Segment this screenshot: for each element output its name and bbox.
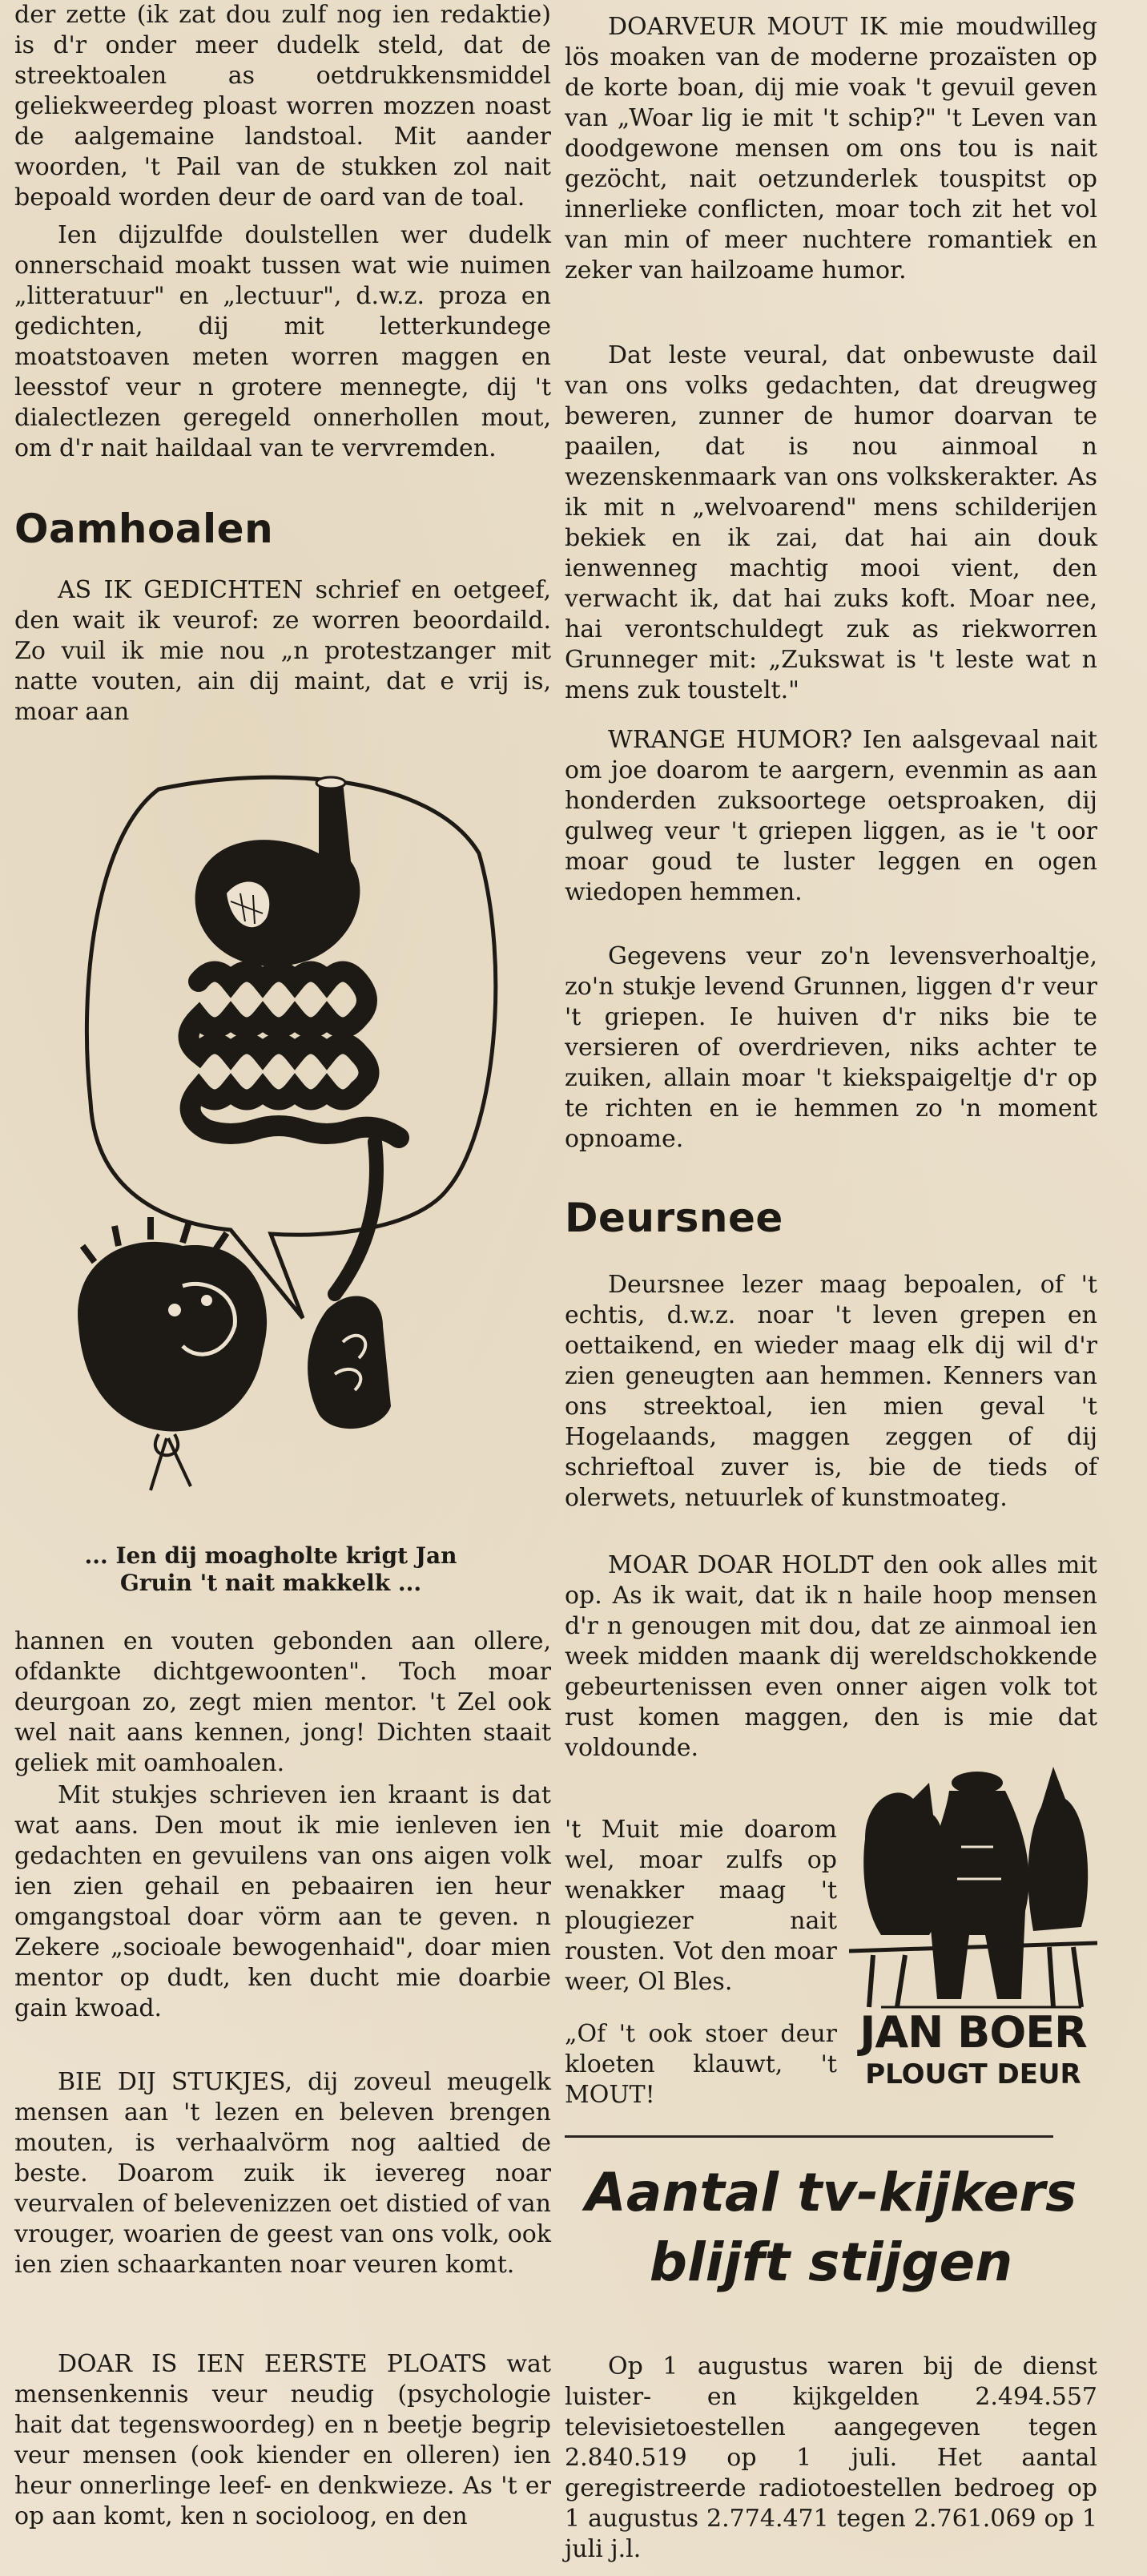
right-paragraph-5: Deursnee lezer maag bepoalen, of 't echtis, d.w.z. noar 't leven grepen en oettaikend, en wieder maag elk dij wil d'r zien geneugten aan hemmen. Kenners van ons streektoal, ien mien geval 't Hogelaands, maggen zeggen of dij schrieftoal zuver is, bie de tieds of olerwets, netuurlek of kunstmoateg. [565,1271,1097,1512]
logo-jan-boer: JAN BOER [859,2007,1087,2058]
lead-gedichten: AS IK GEDICHTEN [58,576,304,604]
right-paragraph-1 [565,12,1097,286]
plough-icon [849,1751,1097,2015]
lead-moar-doar-holdt: MOAR DOAR HOLDT [608,1551,874,1579]
left-paragraph-6-body: dij zoveul meugelk mensen aan 't lezen en beleven brengen mouten, is verhaalvörm nog aaltied de beste. Doarom zuik ik ievereg noar veurvalen of belevenizzen oet distied of van vrouger, woarien de geest van ons volk, ook ien zien schaarkanten noar veuren komt. [14,2068,552,2279]
right-paragraph-3-body: Ien aalsgevaal nait om joe doarom te aargern, evenmin as aan honderden zuksoortege oetsproaken, dij gulweg veur 't griepen liggen, as ie 't oor moar goud te luster leggen en ogen wiedopen hemmen. [565,726,1097,906]
stomach-shape [195,781,360,966]
right-paragraph-1-body: mie moudwilleg lös moaken van de moderne prozaïsten op de korte boan, dij mie voak 't gevuil geven van „Woar lig ie mit 't schip?" 't Leven van doodgewone mensen om ons tou is nait gezöcht, nait oetzunderlek touspitst op innerlieke conflicten, moar toch zit het vol van min of meer nuchtere romantiek en zeker van hailzoame humor. [565,13,1097,284]
left-paragraph-6 [14,2067,551,2280]
right-paragraph-8: „Of 't ook stoer deur kloeten klauwt, 't MOUT! [565,2020,837,2109]
left-paragraph-1: der zette (ik zat dou zulf nog ien redaktie) is d'r onder meer dudelk steld, dat de streektoalen as oetdrukkensmiddel geliekweerdeg ploast worren mozzen noast de aalgemaine landstoal. Mit aander woorden, 't Pail van de stukken zol nait bepoald worden deur de oard van de toal. [14,1,551,212]
left-paragraph-5: Mit stukjes schrieven ien kraant is dat wat aans. Den mout ik mie ienleven ien gedachten en gevuilens van ons aigen volk ien zien gehail en pebaairen ien heur omgangstoal doar vörm aan te geven. n Zekere „socioale bewogenhaid", doar mien mentor op dudt, ken ducht mie doarbie gain kwoad. [14,1781,551,2022]
right-paragraph-6 [565,1550,1097,1764]
intestines [189,972,400,1139]
left-paragraph-7 [14,2349,551,2532]
heading-oamhoalen: Oamhoalen [14,506,274,552]
poet-head [78,1242,267,1432]
cartoon-icon [62,765,511,1518]
lead-doar-is-ien-eerste-ploats: DOAR IS IEN EERSTE PLOATS [58,2350,488,2378]
right-paragraph-9: Op 1 augustus waren bij de dienst luister- en kijkgelden 2.494.557 televisietoestellen aangegeven tegen 2.840.519 op 1 juli. Het aantal geregistreerde radiotoestellen bedroeg op 1 augustus 2.774.471 tegen 2.761.069 op 1 juli j.l. [565,2352,1097,2563]
right-paragraph-7: 't Muit mie doarom wel, moar zulfs op wenakker maag 't plougiezer nait rousten. Vot den moar weer, Ol Bles. [565,1816,837,1996]
left-paragraph-3-body: schrief en oetgeef, den wait ik veurof: ze worren beoordaild. Zo vuil ik mie nou „n protestzanger mit natte vouten, ain dij maint, dat e vrij is, moar aan [14,576,551,726]
headline-aantal-tv-kijkers: Aantal tv-kijkers [585,2162,1077,2223]
divider-rule [565,2135,1053,2138]
logo-ploug-deur: PLOUGT DEUR [865,2058,1081,2090]
plough-illustration [849,1751,1097,2015]
headline-blijft-stijgen: blijft stijgen [649,2231,1013,2293]
left-paragraph-3 [14,575,551,728]
right-paragraph-6-body: den ook alles mit op. As ik wait, dat ik n haile hoop mensen d'r n genougen mit dou, dat ze ainmoal ien week midden maank dij wereldschokkende gebeurtenissen even onner aigen volk tot rust komen maggen, den is mie dat voldounde. [565,1551,1097,1762]
right-paragraph-3 [565,725,1097,908]
hand [308,1296,391,1429]
lead-bie-dij-stukjes: BIE DIJ STUKJES, [58,2068,293,2096]
right-paragraph-2: Dat leste veural, dat onbewuste dail van ons volks gedachten, dat dreugweg beweren, zunner de humor doarvan te paailen, dat is nou ainmoal n wezenskenmaark van ons volkskerakter. As ik mit n „welvoarend" mens schilderijen bekiek en ik zai, dat hai ain douk ienwenneg machtig mooi vient, den verwacht ik, dat hai zuks koft. Moar nee, hai verontschuldegt zuk as riekworren Grunneger mit: „Zukswat is 't leste wat n mens zuk toustelt." [565,341,1097,704]
cartoon-caption: ... Ien dij moagholte krigt Jan Gruin 't nait makkelk ... [84,1542,457,1596]
heading-deursnee: Deursnee [565,1195,783,1241]
left-paragraph-4: hannen en vouten gebonden aan ollere, ofdankte dichtgewoonten". Toch moar deurgoan zo, zegt mien mentor. 't Zel ook wel nait aans kennen, jong! Dichten staait geliek mit oamhoalen. [14,1627,551,1777]
lead-wrange-humor: WRANGE HUMOR? [608,726,853,754]
left-paragraph-7-body: wat mensenkennis veur neudig (psychologie hait dat tegenswoordeg) en n beetje begrip veur mensen (ook kiender en olleren) ien heur onnerlinge leef- en denkwieze. As 't er op aan komt, ken n socioloog, en den [14,2350,551,2530]
lead-doarveur-mout-ik: DOARVEUR MOUT IK [608,13,887,41]
left-paragraph-2: Ien dijzulfde doulstellen wer dudelk onnerschaid moakt tussen wat wie nuimen „litteratuur" en „lectuur", d.w.z. proza en gedichten, dij mit letterkundege moatstoaven meten worren maggen en leesstof veur n grotere mennegte, dij 't dialectlezen geregeld onnerhollen mout, om d'r nait haildaal van te vervremden. [14,221,551,462]
right-paragraph-4: Gegevens veur zo'n levensverhoaltje, zo'n stukje levend Grunnen, liggen d'r veur 't griepen. Ie huiven d'r niks bie te versieren of overdrieven, niks achter te zuiken, allain moar 't kiekspaigeltje d'r op te richten en ie hemmen zo 'n moment opnoame. [565,942,1097,1153]
cartoon-illustration [62,765,511,1518]
